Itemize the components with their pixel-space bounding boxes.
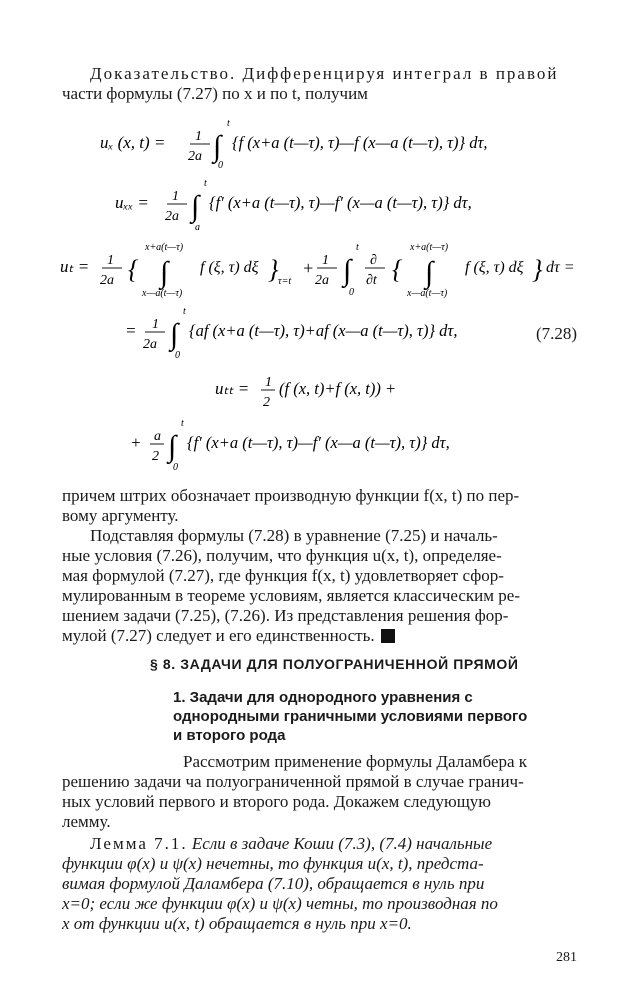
svg-text:2a: 2a (188, 149, 202, 164)
svg-text:f (ξ, τ) dξ: f (ξ, τ) dξ (465, 259, 524, 276)
equation-ut-a (60, 240, 585, 305)
svg-text:x—a(t—τ): x—a(t—τ) (142, 288, 183, 299)
svg-text:uₓ (x, t) =: uₓ (x, t) = (100, 133, 166, 152)
after-eq-line-1: причем штрих обозначает производную функции f(x, t) по пер- (62, 486, 520, 505)
svg-text:+: + (302, 258, 315, 278)
svg-text:{af (x+a (t—τ), τ)+af (x—a (t—: {af (x+a (t—τ), τ)+af (x—a (t—τ), τ)} dτ, (189, 321, 458, 340)
svg-text:uₓₓ =: uₓₓ = (115, 193, 149, 212)
section-heading: § 8. ЗАДАЧИ ДЛЯ ПОЛУОГРАНИЧЕННОЙ ПРЯМОЙ (150, 656, 519, 672)
equation-ut-b (125, 306, 585, 365)
svg-text:2a: 2a (100, 273, 114, 288)
equation-ux (100, 118, 570, 175)
svg-text:∫: ∫ (425, 256, 434, 289)
proof-line-2 (62, 84, 368, 104)
lemma-text-1: Если в задаче Коши (7.3), (7.4) начальные (191, 834, 493, 853)
svg-text:1: 1 (152, 317, 159, 332)
svg-text:2a: 2a (315, 273, 329, 288)
svg-text:τ=t: τ=t (278, 276, 292, 287)
svg-text:1: 1 (322, 253, 329, 268)
proof-text-1: Доказательство. Дифференцируя интеграл в правой (90, 64, 559, 83)
svg-text:{f′ (x+a (t—τ), τ)—f′ (x—a (t—: {f′ (x+a (t—τ), τ)—f′ (x—a (t—τ), τ)} dτ, (209, 193, 472, 212)
svg-text:x+a(t—τ): x+a(t—τ) (410, 242, 449, 253)
para3-line-2: решению задачи ча полуограниченной прямой в случае гранич- (62, 772, 524, 791)
svg-text:1: 1 (265, 375, 272, 390)
svg-text:uₜ =: uₜ = (60, 257, 90, 276)
para2-text-6: мулой (7.27) следует и его единственность. (62, 626, 375, 645)
para3-line-3: ных условий первого и второго рода. Докажем следующую (62, 792, 491, 811)
svg-text:t: t (356, 242, 359, 253)
svg-text:{f (x+a (t—τ), τ)—f (x—a (t—τ): {f (x+a (t—τ), τ)—f (x—a (t—τ), τ)} dτ, (232, 133, 488, 152)
svg-text:a: a (195, 222, 200, 232)
svg-text:2a: 2a (143, 337, 157, 352)
proof-line-1 (90, 64, 559, 84)
svg-text:dτ =: dτ = (546, 259, 575, 276)
para2-line-2: ные условия (7.26), получим, что функция u(x, t), определяе- (62, 546, 502, 565)
svg-text:}: } (268, 255, 279, 284)
page-number: 281 (556, 950, 577, 965)
svg-text:0: 0 (173, 462, 178, 472)
lemma-line-4: x=0; если же функции φ(x) и ψ(x) четны, то производная по (62, 894, 498, 913)
svg-text:∂t: ∂t (366, 273, 377, 288)
after-eq-line-2: вому аргументу. (62, 506, 179, 525)
para2-line-1: Подставляя формулы (7.28) в уравнение (7.25) и началь- (90, 526, 498, 545)
svg-text:∂: ∂ (370, 253, 377, 268)
equation-ut-b-svg (125, 306, 585, 360)
svg-text:∫: ∫ (213, 130, 222, 163)
proof-text-2: части формулы (7.27) по x и по t, получим (62, 84, 368, 103)
end-of-proof-square (381, 629, 395, 643)
equation-uxx (115, 178, 535, 237)
subsection-line-2: однородными граничными условиями первого (173, 708, 528, 725)
lemma-line-1 (90, 834, 492, 854)
svg-text:1: 1 (107, 253, 114, 268)
para3-line-1: Рассмотрим применение формулы Даламбера к (183, 752, 528, 771)
svg-text:=: = (125, 321, 137, 340)
para2-line-6 (62, 626, 395, 646)
svg-text:1: 1 (172, 189, 179, 204)
svg-text:t: t (204, 178, 207, 189)
svg-text:2a: 2a (165, 209, 179, 224)
svg-text:1: 1 (195, 129, 202, 144)
equation-ux-svg (100, 118, 570, 170)
svg-text:uₜₜ =: uₜₜ = (215, 379, 250, 398)
svg-text:{f′ (x+a (t—τ), τ)—f′ (x—a (t—: {f′ (x+a (t—τ), τ)—f′ (x—a (t—τ), τ)} dτ, (187, 433, 450, 452)
equation-number-7-28: (7.28) (536, 324, 578, 343)
svg-text:∫: ∫ (170, 318, 179, 351)
equation-ut-a-svg (60, 240, 585, 300)
svg-text:∫: ∫ (160, 256, 169, 289)
equation-utt-b (130, 418, 550, 477)
svg-text:}: } (532, 255, 543, 284)
svg-text:∫: ∫ (168, 430, 177, 463)
subsection-line-3: и второго рода (173, 727, 286, 744)
svg-text:t: t (183, 306, 186, 317)
equation-utt-a-svg (215, 368, 445, 412)
svg-text:0: 0 (175, 350, 180, 360)
lemma-label: Лемма 7.1. (90, 834, 188, 853)
lemma-line-3: вимая формулой Даламбера (7.10), обращается в нуль при (62, 874, 485, 893)
svg-text:{: { (392, 255, 403, 284)
svg-text:a: a (154, 429, 161, 444)
equation-utt-b-svg (130, 418, 550, 472)
svg-text:∫: ∫ (343, 254, 352, 287)
svg-text:0: 0 (218, 160, 223, 170)
svg-text:2: 2 (263, 395, 270, 410)
subsection-line-1: 1. Задачи для однородного уравнения с (173, 689, 473, 706)
equation-utt-a (215, 368, 445, 417)
svg-text:t: t (227, 118, 230, 129)
lemma-line-5: x от функции u(x, t) обращается в нуль при x=0. (62, 914, 412, 933)
svg-text:0: 0 (349, 287, 354, 298)
para2-line-3: мая формулой (7.27), где функция f(x, t) удовлетворяет сфор- (62, 566, 504, 585)
svg-text:∫: ∫ (191, 190, 200, 223)
para2-line-4: мулированным в теореме условиям, является классическим ре- (62, 586, 520, 605)
svg-text:(f (x, t)+f (x, t)) +: (f (x, t)+f (x, t)) + (279, 379, 397, 398)
para3-line-4: лемму. (62, 812, 111, 831)
svg-text:f (ξ, τ) dξ: f (ξ, τ) dξ (200, 259, 259, 276)
equation-uxx-svg (115, 178, 535, 232)
lemma-line-2: функции φ(x) и ψ(x) нечетны, то функция u(x, t), предста- (62, 854, 484, 873)
para2-line-5: шением задачи (7.25), (7.26). Из представления решения фор- (62, 606, 509, 625)
svg-text:t: t (181, 418, 184, 429)
svg-text:+: + (130, 433, 142, 452)
svg-text:x+a(t—τ): x+a(t—τ) (145, 242, 184, 253)
svg-text:2: 2 (152, 449, 159, 464)
svg-text:{: { (128, 255, 139, 284)
svg-text:x—a(t—τ): x—a(t—τ) (407, 288, 448, 299)
